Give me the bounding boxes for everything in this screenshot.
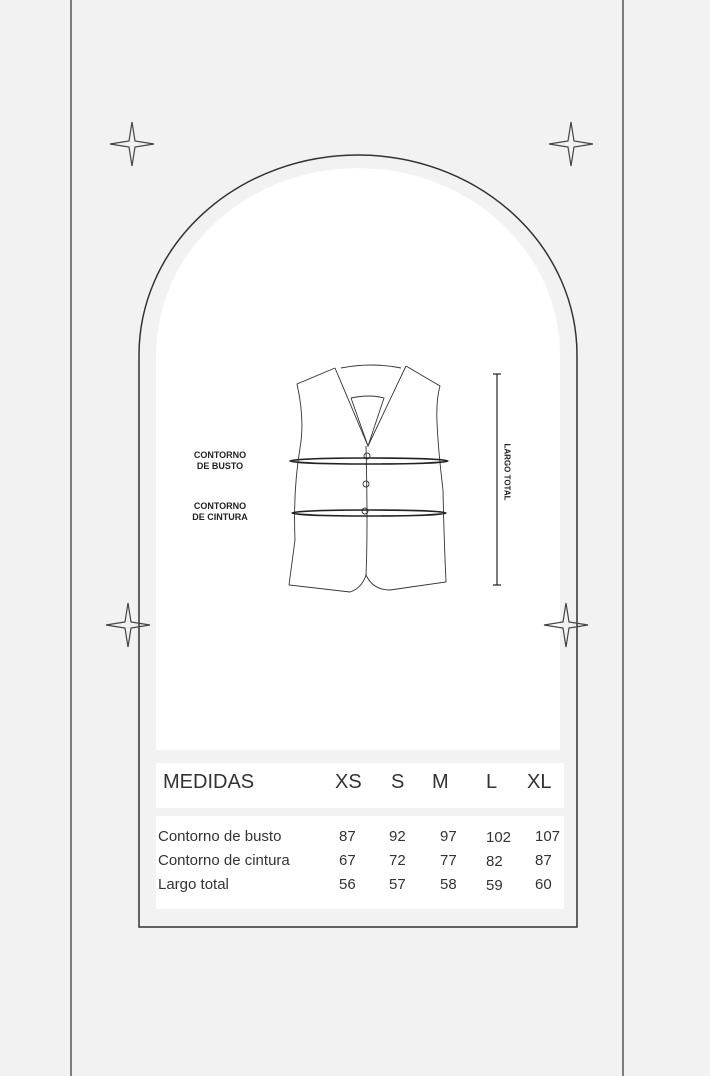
size-header-l: L (486, 771, 498, 793)
table-cell: 87 (339, 828, 356, 845)
row-label: Contorno de cintura (158, 852, 290, 869)
size-header-xs: XS (335, 771, 362, 793)
size-table (156, 752, 564, 910)
waist-label-line2: DE CINTURA (192, 512, 248, 522)
table-cell: 58 (440, 876, 457, 893)
row-label: Largo total (158, 876, 229, 893)
waist-label (180, 501, 260, 523)
table-cell: 102 (486, 829, 512, 846)
bust-label-line1: CONTORNO (193, 450, 247, 460)
table-title: MEDIDAS (163, 771, 255, 793)
table-cell: 82 (486, 853, 503, 870)
table-cell: 59 (486, 877, 503, 894)
table-cell: 107 (535, 828, 561, 845)
length-label: LARGO TOTAL (502, 443, 512, 501)
bust-label-line2: DE BUSTO (196, 461, 244, 471)
sparkle-icon (110, 122, 154, 166)
row-label: Contorno de busto (158, 828, 282, 845)
table-cell: 60 (535, 876, 552, 893)
table-cell: 97 (440, 828, 457, 845)
size-header-xl: XL (527, 771, 552, 793)
table-cell: 56 (339, 876, 356, 893)
table-cell: 57 (389, 876, 406, 893)
sparkle-icon (549, 122, 593, 166)
table-cell: 67 (339, 852, 356, 869)
bust-label (180, 450, 260, 472)
table-cell: 77 (440, 852, 457, 869)
table-cell: 72 (389, 852, 406, 869)
size-header-s: S (391, 771, 405, 793)
size-header-m: M (432, 771, 449, 793)
table-cell: 87 (535, 852, 552, 869)
waist-label-line1: CONTORNO (193, 501, 247, 511)
table-cell: 92 (389, 828, 406, 845)
